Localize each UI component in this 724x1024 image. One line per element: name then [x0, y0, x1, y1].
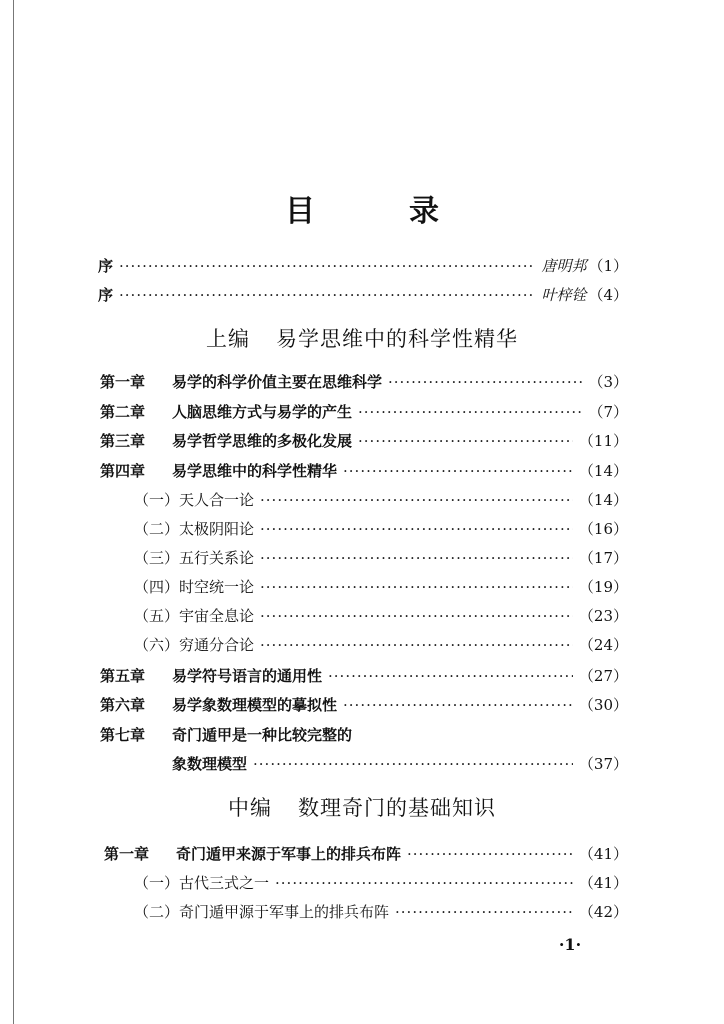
chapter-number: 第一章 [104, 845, 150, 863]
section-title: （二）奇门遁甲源于军事上的排兵布阵 [134, 903, 390, 921]
dot-leader [343, 695, 573, 715]
chapter-number: 第六章 [100, 696, 146, 714]
dot-leader [260, 635, 573, 655]
section-title: （六）穷通分合论 [134, 636, 255, 654]
part-title: 易学思维中的科学性精华 [276, 327, 518, 351]
dot-leader [119, 256, 535, 276]
toc-entry-chapter-7-cont[interactable] [172, 754, 628, 774]
dot-leader [260, 606, 573, 626]
toc-entry-label: 序 [98, 286, 114, 304]
dot-leader [407, 844, 573, 864]
toc-entry-section[interactable] [134, 490, 628, 510]
binding-edge-line [13, 0, 14, 1024]
section-title: （一）古代三式之一 [134, 874, 270, 892]
section-title: （一）天人合一论 [134, 491, 255, 509]
dot-leader [260, 548, 573, 568]
toc-entry-page: （14） [578, 462, 628, 480]
chapter-title: 易学哲学思维的多极化发展 [172, 432, 353, 450]
chapter-title-continued: 象数理模型 [172, 755, 248, 773]
chapter-title: 易学的科学价值主要在思维科学 [172, 373, 383, 391]
toc-entry-page: （24） [578, 636, 628, 654]
toc-entry-section[interactable] [134, 577, 628, 597]
dot-leader [358, 402, 582, 422]
chapter-title: 易学符号语言的通用性 [172, 667, 323, 685]
dot-leader [388, 372, 582, 392]
dot-leader [260, 490, 573, 510]
toc-entry-preface-1[interactable] [98, 256, 628, 276]
part-title: 数理奇门的基础知识 [298, 796, 496, 820]
toc-entry-page: （14） [578, 491, 628, 509]
toc-entry-chapter-4[interactable] [100, 461, 628, 481]
dot-leader [343, 461, 573, 481]
toc-entry-page: （1） [588, 257, 628, 275]
chapter-number: 第五章 [100, 667, 146, 685]
toc-entry-page: （3） [588, 373, 628, 391]
toc-entry-label: 序 [98, 257, 114, 275]
part-number: 中编 [228, 796, 272, 820]
toc-entry-page: （41） [578, 845, 628, 863]
toc-entry-page: （4） [588, 286, 628, 304]
part-heading-1 [0, 326, 724, 352]
toc-entry-chapter-1[interactable] [104, 844, 628, 864]
toc-entry-chapter-1[interactable] [100, 372, 628, 392]
toc-entry-chapter-7[interactable] [100, 725, 352, 745]
chapter-title: 人脑思维方式与易学的产生 [172, 403, 353, 421]
toc-entry-page: （16） [578, 520, 628, 538]
chapter-number: 第二章 [100, 403, 146, 421]
toc-entry-page: （19） [578, 578, 628, 596]
toc-entry-section[interactable] [134, 519, 628, 539]
dot-leader [358, 431, 573, 451]
toc-entry-author: 唐明邦 [541, 257, 587, 275]
toc-entry-chapter-5[interactable] [100, 666, 628, 686]
section-title: （五）宇宙全息论 [134, 607, 255, 625]
page-title: 目 录 [285, 194, 471, 229]
part-heading-2 [0, 795, 724, 821]
dot-leader [260, 519, 573, 539]
chapter-title: 奇门遁甲是一种比较完整的 [172, 726, 353, 744]
dot-leader [260, 577, 573, 597]
chapter-title: 易学象数理模型的摹拟性 [172, 696, 338, 714]
toc-entry-chapter-6[interactable] [100, 695, 628, 715]
dot-leader [275, 873, 573, 893]
toc-entry-chapter-3[interactable] [100, 431, 628, 451]
page-number: ·1· [558, 935, 582, 954]
dot-leader [119, 285, 535, 305]
toc-entry-page: （27） [578, 667, 628, 685]
toc-entry-page: （37） [578, 755, 628, 773]
chapter-number: 第四章 [100, 462, 146, 480]
toc-entry-chapter-2[interactable] [100, 402, 628, 422]
chapter-number: 第一章 [100, 373, 146, 391]
toc-entry-page: （23） [578, 607, 628, 625]
toc-entry-section[interactable] [134, 606, 628, 626]
toc-entry-section[interactable] [134, 873, 628, 893]
toc-entry-section[interactable] [134, 635, 628, 655]
toc-entry-page: （7） [588, 403, 628, 421]
section-title: （四）时空统一论 [134, 578, 255, 596]
toc-entry-preface-2[interactable] [98, 285, 628, 305]
chapter-title: 易学思维中的科学性精华 [172, 462, 338, 480]
toc-entry-author: 叶梓铨 [541, 286, 587, 304]
toc-entry-page: （30） [578, 696, 628, 714]
toc-entry-page: （17） [578, 549, 628, 567]
section-title: （二）太极阴阳论 [134, 520, 255, 538]
toc-entry-section[interactable] [134, 902, 628, 922]
part-number: 上编 [206, 327, 250, 351]
chapter-title: 奇门遁甲来源于军事上的排兵布阵 [176, 845, 402, 863]
toc-entry-page: （11） [578, 432, 628, 450]
toc-entry-section[interactable] [134, 548, 628, 568]
toc-entry-page: （42） [578, 903, 628, 921]
dot-leader [253, 754, 573, 774]
dot-leader [395, 902, 573, 922]
toc-entry-page: （41） [578, 874, 628, 892]
section-title: （三）五行关系论 [134, 549, 255, 567]
dot-leader [328, 666, 573, 686]
chapter-number: 第七章 [100, 726, 146, 744]
chapter-number: 第三章 [100, 432, 146, 450]
